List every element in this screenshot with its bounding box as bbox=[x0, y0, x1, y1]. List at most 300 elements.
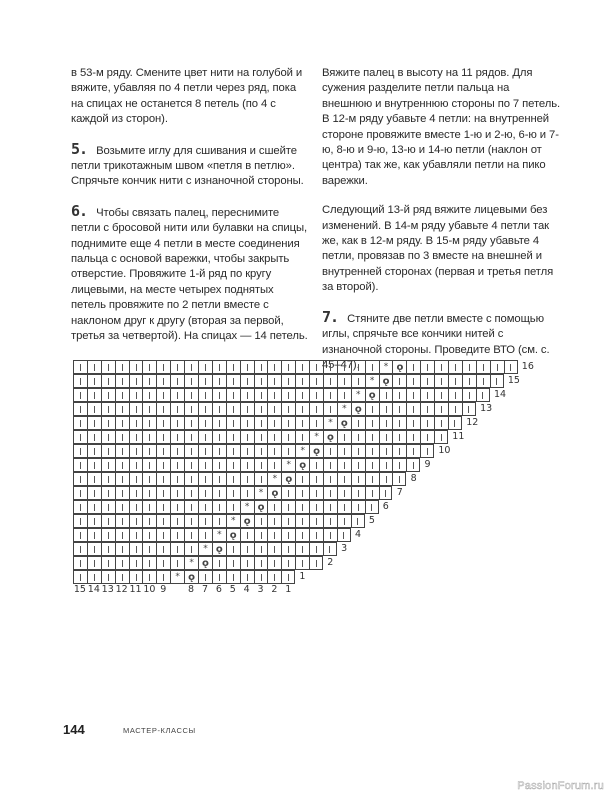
knit-stitch-icon bbox=[406, 388, 420, 402]
knit-stitch-icon bbox=[281, 486, 295, 500]
knit-stitch-icon bbox=[170, 458, 184, 472]
knit-stitch-icon bbox=[129, 458, 143, 472]
step-6-text: Чтобы связать палец, переснимите петли с бросовой нити или булавки на спицы, поднимите еще 4 петли в месте соединения пальца с основой варежки, чтобы закрыть отверстие. Провяжите 1-й ряд по кругу лицевыми, на месте четырех поднятых петель провяжите по 2 петли вместе с наклоном друг к другу (вторая за первой, третья за четвертой). На спицах — 14 петель. bbox=[71, 206, 308, 343]
knit-stitch-icon bbox=[337, 458, 351, 472]
loop-symbol-icon: ǫ bbox=[379, 374, 393, 388]
column-number-label: 11 bbox=[129, 584, 142, 595]
right-text-column bbox=[322, 66, 562, 387]
knit-stitch-icon bbox=[87, 360, 101, 374]
knit-stitch-icon bbox=[101, 388, 115, 402]
knit-stitch-icon bbox=[87, 514, 101, 528]
knit-stitch-icon bbox=[295, 528, 309, 542]
knit-stitch-icon bbox=[392, 430, 406, 444]
knit-stitch-icon bbox=[129, 416, 143, 430]
column-number-label: 12 bbox=[115, 584, 128, 595]
knit-stitch-icon bbox=[254, 402, 268, 416]
knit-stitch-icon bbox=[184, 360, 198, 374]
knit-stitch-icon bbox=[295, 514, 309, 528]
knit-stitch-icon bbox=[379, 402, 393, 416]
knit-stitch-icon bbox=[434, 430, 448, 444]
knit-stitch-icon bbox=[184, 528, 198, 542]
knit-stitch-icon bbox=[240, 528, 254, 542]
step-5-text: Возьмите иглу для сшивания и сшейте петли трикотажным швом «петля в петлю». Спрячьте кончик нити с изнаночной стороны. bbox=[71, 144, 304, 188]
knit-stitch-icon bbox=[434, 388, 448, 402]
knit-stitch-icon bbox=[129, 430, 143, 444]
loop-symbol-icon: ǫ bbox=[198, 556, 212, 570]
knit-stitch-icon bbox=[198, 360, 212, 374]
knit-stitch-icon bbox=[73, 542, 87, 556]
knit-stitch-icon bbox=[281, 542, 295, 556]
loop-symbol-icon: ǫ bbox=[254, 500, 268, 514]
knit-stitch-icon bbox=[240, 486, 254, 500]
knit-stitch-icon bbox=[267, 444, 281, 458]
knit-stitch-icon bbox=[129, 514, 143, 528]
knit-stitch-icon bbox=[267, 500, 281, 514]
knit-stitch-icon bbox=[351, 430, 365, 444]
knit-stitch-icon bbox=[170, 472, 184, 486]
knit-stitch-icon bbox=[351, 416, 365, 430]
chart-row bbox=[73, 528, 351, 542]
knit-stitch-icon bbox=[351, 444, 365, 458]
knit-stitch-icon bbox=[142, 514, 156, 528]
step-5-number: 5. bbox=[71, 139, 88, 158]
knit-stitch-icon bbox=[73, 360, 87, 374]
row-number-label: 12 bbox=[466, 417, 479, 428]
knit-stitch-icon bbox=[87, 486, 101, 500]
knit-stitch-icon bbox=[448, 416, 462, 430]
column-number-label: 13 bbox=[101, 584, 114, 595]
knit-stitch-icon bbox=[156, 514, 170, 528]
step-6 bbox=[71, 201, 311, 345]
knit-stitch-icon bbox=[129, 500, 143, 514]
knit-stitch-icon bbox=[142, 556, 156, 570]
chart-row bbox=[73, 430, 448, 444]
knit-stitch-icon bbox=[295, 486, 309, 500]
chart-row bbox=[73, 472, 406, 486]
intro-paragraph: в 53-м ряду. Смените цвет нити на голубой и вяжите, убавляя по 4 петли через ряд, пока на спицах не останется 8 петель (по 4 с каждой из сторон). bbox=[71, 67, 303, 126]
knit-stitch-icon bbox=[73, 528, 87, 542]
knit-stitch-icon bbox=[101, 528, 115, 542]
knit-stitch-icon bbox=[156, 570, 170, 584]
knit-stitch-icon bbox=[129, 486, 143, 500]
step-5 bbox=[71, 139, 311, 190]
loop-symbol-icon: ǫ bbox=[337, 416, 351, 430]
knit-stitch-icon bbox=[73, 444, 87, 458]
chart-row bbox=[73, 402, 476, 416]
knit-stitch-icon bbox=[156, 444, 170, 458]
knit-stitch-icon bbox=[212, 416, 226, 430]
knit-stitch-icon bbox=[115, 388, 129, 402]
knit-stitch-icon bbox=[240, 416, 254, 430]
knit-stitch-icon bbox=[101, 416, 115, 430]
knit-stitch-icon bbox=[198, 500, 212, 514]
loop-symbol-icon: ǫ bbox=[295, 458, 309, 472]
knit-stitch-icon bbox=[254, 360, 268, 374]
row-number-label: 5 bbox=[368, 515, 375, 526]
knit-stitch-icon bbox=[170, 416, 184, 430]
knit-stitch-icon bbox=[87, 570, 101, 584]
knit-stitch-icon bbox=[254, 444, 268, 458]
knit-stitch-icon bbox=[309, 514, 323, 528]
knit-stitch-icon bbox=[462, 402, 476, 416]
knit-stitch-icon bbox=[406, 360, 420, 374]
finger-paragraph: Вяжите палец в высоту на 11 рядов. Для сужения разделите петли пальца на внешнюю и внутреннюю стороны по 7 петель. В 12-м ряду убавьте 4 петли: на внутренней стороне провяжите вместе 1-ю и 2-ю, 6-ю и 7-ю, 8-ю и 9-ю, 13-ю и 14-ю петли (наклон от центра) так же, как убавляли петли на пико варежки. bbox=[322, 67, 561, 187]
knit-stitch-icon bbox=[281, 402, 295, 416]
knit-stitch-icon bbox=[420, 360, 434, 374]
knit-stitch-icon bbox=[142, 500, 156, 514]
knit-stitch-icon bbox=[115, 416, 129, 430]
knit-stitch-icon bbox=[198, 472, 212, 486]
knit-stitch-icon bbox=[406, 416, 420, 430]
chart-row bbox=[73, 444, 434, 458]
loop-symbol-icon: ǫ bbox=[392, 360, 406, 374]
knit-stitch-icon bbox=[240, 570, 254, 584]
step-6-number: 6. bbox=[71, 201, 88, 220]
knit-stitch-icon bbox=[226, 472, 240, 486]
knit-stitch-icon bbox=[115, 472, 129, 486]
knit-stitch-icon bbox=[309, 472, 323, 486]
knit-stitch-icon bbox=[476, 360, 490, 374]
column-number-label: 14 bbox=[87, 584, 100, 595]
knit-stitch-icon bbox=[365, 402, 379, 416]
row-number-label: 1 bbox=[299, 571, 306, 582]
knit-stitch-icon bbox=[115, 570, 129, 584]
knit-stitch-icon bbox=[87, 528, 101, 542]
knit-stitch-icon bbox=[156, 500, 170, 514]
knit-stitch-icon bbox=[101, 570, 115, 584]
knit-stitch-icon bbox=[281, 528, 295, 542]
knit-stitch-icon bbox=[254, 556, 268, 570]
knit-stitch-icon bbox=[129, 444, 143, 458]
knit-stitch-icon bbox=[254, 374, 268, 388]
knit-stitch-icon bbox=[462, 374, 476, 388]
knit-stitch-icon bbox=[170, 528, 184, 542]
knit-stitch-icon bbox=[142, 374, 156, 388]
knit-stitch-icon bbox=[240, 374, 254, 388]
star-symbol-icon: * bbox=[309, 430, 323, 444]
knit-stitch-icon bbox=[156, 472, 170, 486]
knit-stitch-icon bbox=[365, 360, 379, 374]
knit-stitch-icon bbox=[434, 402, 448, 416]
knit-stitch-icon bbox=[448, 388, 462, 402]
knit-stitch-icon bbox=[392, 416, 406, 430]
knit-stitch-icon bbox=[267, 556, 281, 570]
knit-stitch-icon bbox=[198, 416, 212, 430]
knit-stitch-icon bbox=[101, 374, 115, 388]
chart-row bbox=[73, 388, 490, 402]
chart-row bbox=[73, 374, 504, 388]
knit-stitch-icon bbox=[337, 374, 351, 388]
knit-stitch-icon bbox=[365, 500, 379, 514]
knit-stitch-icon bbox=[351, 374, 365, 388]
knit-stitch-icon bbox=[212, 500, 226, 514]
star-symbol-icon: * bbox=[226, 514, 240, 528]
knit-stitch-icon bbox=[101, 556, 115, 570]
knit-stitch-icon bbox=[184, 388, 198, 402]
knit-stitch-icon bbox=[129, 388, 143, 402]
loop-symbol-icon: ǫ bbox=[309, 444, 323, 458]
knit-stitch-icon bbox=[254, 472, 268, 486]
knit-stitch-icon bbox=[226, 430, 240, 444]
knit-stitch-icon bbox=[142, 458, 156, 472]
knit-stitch-icon bbox=[406, 430, 420, 444]
knit-stitch-icon bbox=[323, 500, 337, 514]
knit-stitch-icon bbox=[462, 360, 476, 374]
knit-stitch-icon bbox=[73, 486, 87, 500]
star-symbol-icon: * bbox=[170, 570, 184, 584]
knit-stitch-icon bbox=[254, 542, 268, 556]
knit-stitch-icon bbox=[448, 402, 462, 416]
row-number-label: 4 bbox=[355, 529, 362, 540]
knit-stitch-icon bbox=[281, 430, 295, 444]
knit-stitch-icon bbox=[198, 458, 212, 472]
knit-stitch-icon bbox=[212, 360, 226, 374]
knit-stitch-icon bbox=[420, 374, 434, 388]
knit-stitch-icon bbox=[87, 374, 101, 388]
knit-stitch-icon bbox=[73, 458, 87, 472]
knit-stitch-icon bbox=[267, 514, 281, 528]
knit-stitch-icon bbox=[170, 486, 184, 500]
star-symbol-icon: * bbox=[323, 416, 337, 430]
chart-row bbox=[73, 556, 323, 570]
knit-stitch-icon bbox=[170, 402, 184, 416]
knit-stitch-icon bbox=[281, 500, 295, 514]
column-number-label: 2 bbox=[271, 584, 278, 595]
knit-stitch-icon bbox=[129, 360, 143, 374]
star-symbol-icon: * bbox=[379, 360, 393, 374]
knit-stitch-icon bbox=[198, 388, 212, 402]
knit-stitch-icon bbox=[351, 514, 365, 528]
knit-stitch-icon bbox=[142, 528, 156, 542]
left-text-column bbox=[71, 66, 311, 359]
knit-stitch-icon bbox=[142, 486, 156, 500]
row-number-label: 9 bbox=[424, 459, 431, 470]
knit-stitch-icon bbox=[281, 444, 295, 458]
column-number-label: 9 bbox=[160, 584, 167, 595]
knit-stitch-icon bbox=[323, 458, 337, 472]
row-number-label: 15 bbox=[507, 375, 520, 386]
chart-row bbox=[73, 458, 420, 472]
knit-stitch-icon bbox=[392, 402, 406, 416]
knit-stitch-icon bbox=[170, 444, 184, 458]
knit-stitch-icon bbox=[101, 514, 115, 528]
knit-stitch-icon bbox=[198, 430, 212, 444]
knit-stitch-icon bbox=[142, 430, 156, 444]
knit-stitch-icon bbox=[240, 430, 254, 444]
knit-stitch-icon bbox=[142, 388, 156, 402]
knit-stitch-icon bbox=[309, 416, 323, 430]
chart-row bbox=[73, 514, 365, 528]
chart-row bbox=[73, 542, 337, 556]
column-number-label: 3 bbox=[257, 584, 264, 595]
knit-stitch-icon bbox=[240, 458, 254, 472]
knit-stitch-icon bbox=[156, 402, 170, 416]
loop-symbol-icon: ǫ bbox=[226, 528, 240, 542]
knit-stitch-icon bbox=[129, 472, 143, 486]
knit-stitch-icon bbox=[240, 402, 254, 416]
knit-stitch-icon bbox=[295, 360, 309, 374]
knit-stitch-icon bbox=[379, 486, 393, 500]
knit-stitch-icon bbox=[129, 528, 143, 542]
knit-stitch-icon bbox=[184, 374, 198, 388]
loop-symbol-icon: ǫ bbox=[184, 570, 198, 584]
step-7-number: 7. bbox=[322, 307, 339, 326]
knit-stitch-icon bbox=[379, 458, 393, 472]
row-number-label: 2 bbox=[327, 557, 334, 568]
knit-stitch-icon bbox=[73, 402, 87, 416]
knit-stitch-icon bbox=[434, 416, 448, 430]
knit-stitch-icon bbox=[365, 458, 379, 472]
knit-stitch-icon bbox=[295, 542, 309, 556]
knit-stitch-icon bbox=[115, 556, 129, 570]
knit-stitch-icon bbox=[379, 388, 393, 402]
knit-stitch-icon bbox=[226, 458, 240, 472]
knit-stitch-icon bbox=[156, 542, 170, 556]
knit-stitch-icon bbox=[392, 458, 406, 472]
knit-stitch-icon bbox=[392, 374, 406, 388]
chart-row bbox=[73, 360, 518, 374]
knit-stitch-icon bbox=[212, 444, 226, 458]
knit-stitch-icon bbox=[87, 416, 101, 430]
knit-stitch-icon bbox=[281, 374, 295, 388]
knit-stitch-icon bbox=[184, 458, 198, 472]
knit-stitch-icon bbox=[365, 430, 379, 444]
knit-stitch-icon bbox=[462, 388, 476, 402]
loop-symbol-icon: ǫ bbox=[365, 388, 379, 402]
knit-stitch-icon bbox=[101, 472, 115, 486]
knit-stitch-icon bbox=[73, 374, 87, 388]
knit-stitch-icon bbox=[337, 472, 351, 486]
knit-stitch-icon bbox=[212, 402, 226, 416]
knit-stitch-icon bbox=[156, 416, 170, 430]
column-number-label: 1 bbox=[285, 584, 292, 595]
row-number-label: 8 bbox=[410, 473, 417, 484]
knit-stitch-icon bbox=[323, 486, 337, 500]
knit-stitch-icon bbox=[281, 416, 295, 430]
knit-stitch-icon bbox=[226, 402, 240, 416]
knit-stitch-icon bbox=[295, 430, 309, 444]
knit-stitch-icon bbox=[267, 416, 281, 430]
knit-stitch-icon bbox=[448, 360, 462, 374]
knit-stitch-icon bbox=[267, 430, 281, 444]
knit-stitch-icon bbox=[170, 514, 184, 528]
knit-stitch-icon bbox=[226, 542, 240, 556]
knit-stitch-icon bbox=[392, 444, 406, 458]
knit-stitch-icon bbox=[184, 514, 198, 528]
knit-stitch-icon bbox=[254, 416, 268, 430]
knit-stitch-icon bbox=[392, 388, 406, 402]
column-number-label: 7 bbox=[201, 584, 208, 595]
knit-stitch-icon bbox=[212, 458, 226, 472]
knit-stitch-icon bbox=[226, 500, 240, 514]
knit-stitch-icon bbox=[337, 514, 351, 528]
knit-stitch-icon bbox=[156, 388, 170, 402]
knit-stitch-icon bbox=[476, 374, 490, 388]
knit-stitch-icon bbox=[184, 416, 198, 430]
knit-stitch-icon bbox=[504, 360, 518, 374]
knit-stitch-icon bbox=[295, 402, 309, 416]
knit-stitch-icon bbox=[129, 402, 143, 416]
knit-stitch-icon bbox=[198, 444, 212, 458]
knit-stitch-icon bbox=[73, 556, 87, 570]
knit-stitch-icon bbox=[156, 528, 170, 542]
knit-stitch-icon bbox=[170, 430, 184, 444]
knit-stitch-icon bbox=[406, 374, 420, 388]
knit-stitch-icon bbox=[170, 360, 184, 374]
chart-row bbox=[73, 486, 392, 500]
knit-stitch-icon bbox=[309, 556, 323, 570]
loop-symbol-icon: ǫ bbox=[281, 472, 295, 486]
knit-stitch-icon bbox=[142, 472, 156, 486]
knit-stitch-icon bbox=[309, 388, 323, 402]
knit-stitch-icon bbox=[142, 416, 156, 430]
knit-stitch-icon bbox=[198, 528, 212, 542]
knit-stitch-icon bbox=[212, 514, 226, 528]
loop-symbol-icon: ǫ bbox=[240, 514, 254, 528]
row-number-label: 7 bbox=[396, 487, 403, 498]
knit-stitch-icon bbox=[379, 416, 393, 430]
knit-stitch-icon bbox=[212, 472, 226, 486]
knit-stitch-icon bbox=[309, 542, 323, 556]
knit-stitch-icon bbox=[351, 486, 365, 500]
knit-stitch-icon bbox=[156, 458, 170, 472]
star-symbol-icon: * bbox=[281, 458, 295, 472]
knit-stitch-icon bbox=[240, 444, 254, 458]
knit-stitch-icon bbox=[101, 430, 115, 444]
column-number-label: 10 bbox=[143, 584, 156, 595]
watermark: PassionForum.ru bbox=[517, 780, 604, 792]
column-number-label: 6 bbox=[215, 584, 222, 595]
knit-stitch-icon bbox=[309, 374, 323, 388]
knit-stitch-icon bbox=[212, 430, 226, 444]
knit-stitch-icon bbox=[392, 472, 406, 486]
row-number-label: 10 bbox=[438, 445, 451, 456]
knit-stitch-icon bbox=[267, 360, 281, 374]
knit-stitch-icon bbox=[115, 458, 129, 472]
column-number-label: 4 bbox=[243, 584, 250, 595]
knit-stitch-icon bbox=[156, 374, 170, 388]
knit-stitch-icon bbox=[115, 542, 129, 556]
row-number-label: 11 bbox=[452, 431, 465, 442]
knit-stitch-icon bbox=[142, 360, 156, 374]
column-number-label: 5 bbox=[229, 584, 236, 595]
knit-stitch-icon bbox=[337, 486, 351, 500]
column-number-label: 15 bbox=[73, 584, 86, 595]
star-symbol-icon: * bbox=[184, 556, 198, 570]
knit-stitch-icon bbox=[87, 472, 101, 486]
knit-stitch-icon bbox=[309, 500, 323, 514]
chart-row bbox=[73, 500, 379, 514]
knit-stitch-icon bbox=[115, 500, 129, 514]
knit-stitch-icon bbox=[254, 528, 268, 542]
knit-stitch-icon bbox=[87, 388, 101, 402]
knit-stitch-icon bbox=[309, 486, 323, 500]
knit-stitch-icon bbox=[101, 402, 115, 416]
chart-row bbox=[73, 570, 295, 584]
knit-stitch-icon bbox=[129, 570, 143, 584]
knit-stitch-icon bbox=[420, 444, 434, 458]
knit-stitch-icon bbox=[198, 514, 212, 528]
knit-stitch-icon bbox=[420, 402, 434, 416]
knit-stitch-icon bbox=[323, 388, 337, 402]
knit-stitch-icon bbox=[295, 388, 309, 402]
knit-stitch-icon bbox=[309, 360, 323, 374]
knit-stitch-icon bbox=[212, 570, 226, 584]
column-number-label bbox=[170, 584, 184, 595]
column-number-label: 8 bbox=[188, 584, 195, 595]
knit-stitch-icon bbox=[323, 360, 337, 374]
knit-stitch-icon bbox=[226, 444, 240, 458]
